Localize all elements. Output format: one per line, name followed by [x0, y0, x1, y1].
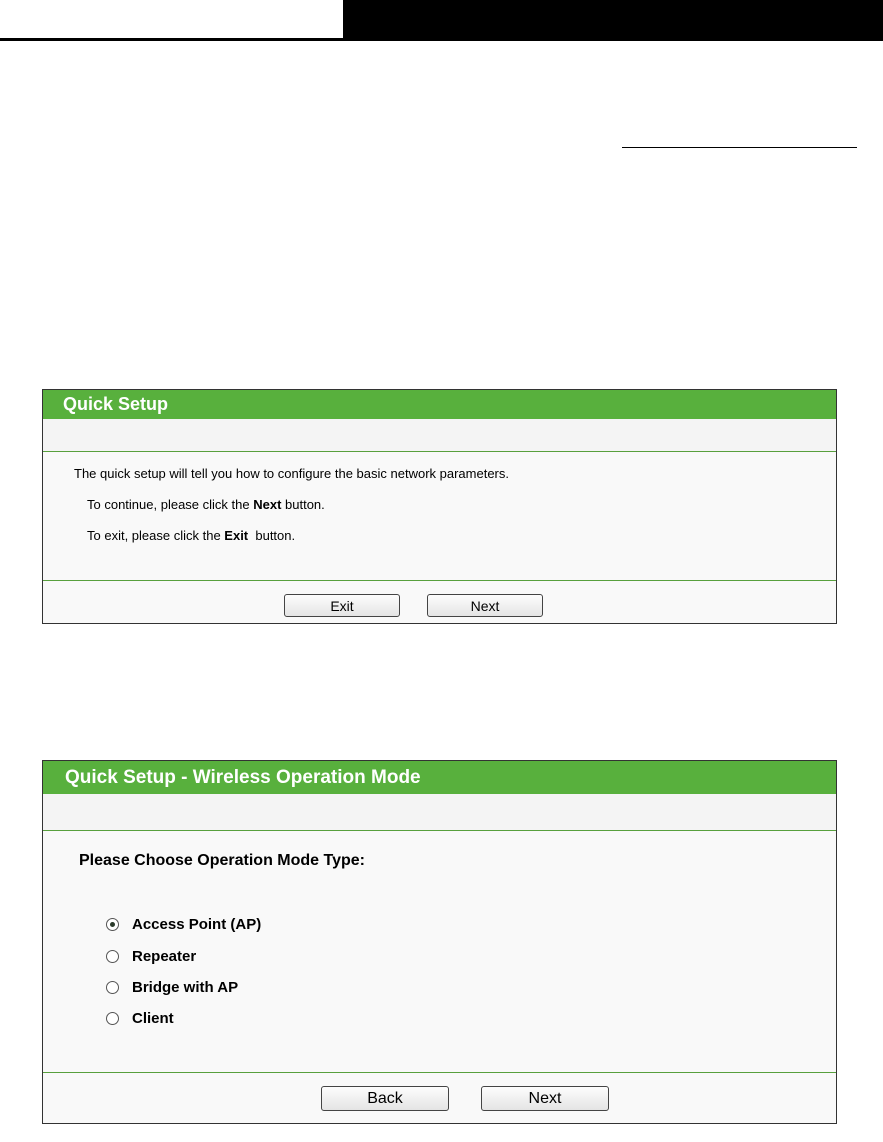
header-underline: [622, 147, 857, 148]
exit-button[interactable]: Exit: [284, 594, 400, 617]
header-right-bar: [343, 0, 883, 38]
radio-unselected-icon[interactable]: [106, 981, 119, 994]
radio-label: Repeater: [132, 947, 197, 965]
panel-body: [43, 831, 836, 1072]
radio-unselected-icon[interactable]: [106, 1012, 119, 1025]
next-button[interactable]: Next: [427, 594, 543, 617]
panel-title: Quick Setup - Wireless Operation Mode: [43, 761, 836, 794]
quick-setup-panel: [42, 389, 837, 624]
exit-bold: Exit: [224, 528, 249, 543]
radio-label: Access Point (AP): [132, 915, 262, 933]
header-left-block: [0, 0, 343, 38]
exit-instruction: [87, 528, 295, 543]
panel-footer: [43, 1072, 836, 1123]
exit-prefix: To exit, please click the: [87, 528, 225, 543]
panel-footer: [43, 580, 836, 623]
radio-option-client[interactable]: [106, 1008, 174, 1028]
next-button[interactable]: Next: [481, 1086, 609, 1111]
radio-option-bridge-with-ap[interactable]: [106, 977, 238, 997]
radio-option-access-point[interactable]: [106, 914, 261, 934]
panel-body: [43, 452, 836, 580]
radio-unselected-icon[interactable]: [106, 950, 119, 963]
operation-mode-heading: Please Choose Operation Mode Type:: [79, 852, 365, 869]
panel-spacer: [43, 419, 836, 452]
continue-bold: Next: [253, 497, 282, 512]
exit-suffix: button.: [248, 528, 296, 543]
radio-label: Bridge with AP: [132, 978, 239, 996]
wireless-operation-mode-panel: [42, 760, 837, 1124]
radio-label: Client: [132, 1009, 174, 1027]
radio-option-repeater[interactable]: [106, 946, 196, 966]
continue-suffix: button.: [281, 497, 325, 512]
intro-text: The quick setup will tell you how to configure the basic network parameters.: [74, 466, 509, 481]
header-divider: [0, 38, 883, 41]
back-button[interactable]: Back: [321, 1086, 449, 1111]
radio-selected-icon[interactable]: [106, 918, 119, 931]
panel-title: Quick Setup: [43, 390, 836, 419]
continue-instruction: [87, 497, 325, 512]
continue-prefix: To continue, please click the: [87, 497, 254, 512]
panel-spacer: [43, 794, 836, 831]
